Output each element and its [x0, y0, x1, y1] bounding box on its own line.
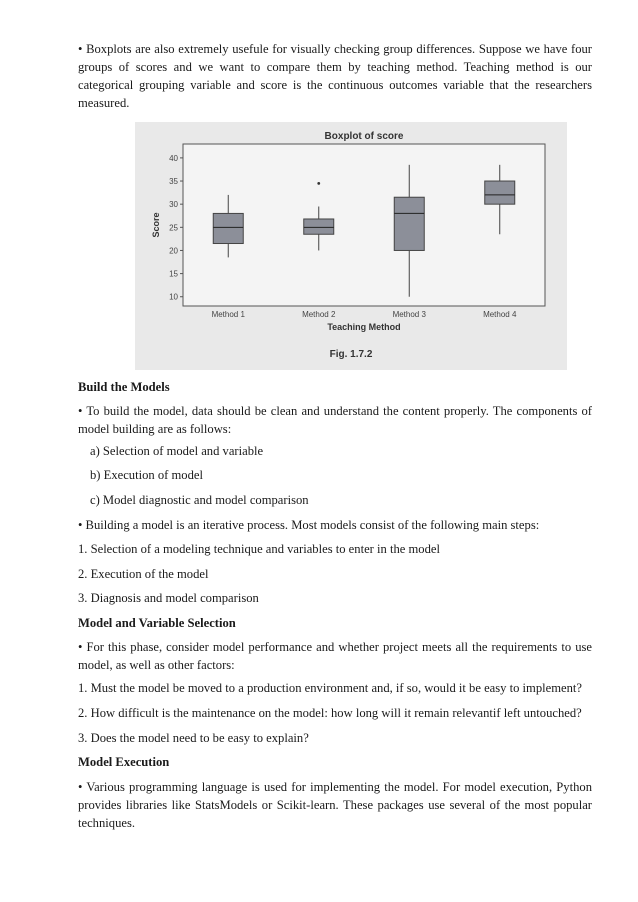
step-2: 2. Execution of the model: [78, 567, 209, 581]
x-tick-label: Method 3: [392, 310, 426, 319]
model-execution-paragraph: • Various programming language is used for implementing the model. For model execution, Python provides libraries like StatsModels or Scikit-learn. These packages use several of the most popular techniques.: [78, 780, 592, 830]
x-axis-label: Teaching Method: [327, 322, 401, 332]
box-outlier: [317, 182, 320, 185]
build-models-heading: Build the Models: [78, 380, 170, 394]
step-1: 1. Selection of a modeling technique and variables to enter in the model: [78, 542, 440, 556]
intro-paragraph: • Boxplots are also extremely usefule for visually checking group differences. Suppose we have four groups of scores and we want to compare them by teaching method. Teaching method is our categorical grouping variable and score is the continuous outcomes variable that the researchers measured.: [78, 42, 592, 110]
model-variable-selection-paragraph: • For this phase, consider model performance and whether project meets all the requirements to use model, as well as other factors:: [78, 640, 592, 672]
box-iqr: [394, 197, 424, 250]
y-tick-label: 10: [169, 292, 178, 302]
box-iqr: [485, 181, 515, 204]
box-iqr: [213, 213, 243, 243]
y-tick-label: 40: [169, 153, 178, 163]
y-tick-label: 35: [169, 177, 178, 187]
question-2: 2. How difficult is the maintenance on the model: how long will it remain relevantif left untouched?: [78, 706, 582, 720]
x-tick-label: Method 4: [483, 310, 517, 319]
chart-title: Boxplot of score: [324, 131, 404, 142]
x-tick-label: Method 1: [211, 310, 245, 319]
x-tick-label: Method 2: [302, 310, 336, 319]
model-variable-selection-heading: Model and Variable Selection: [78, 616, 236, 630]
y-axis-label: Score: [151, 212, 161, 238]
question-1: 1. Must the model be moved to a production environment and, if so, would it be easy to implement?: [78, 681, 583, 695]
component-a: a) Selection of model and variable: [90, 444, 264, 458]
y-tick-label: 15: [169, 269, 178, 279]
step-3: 3. Diagnosis and model comparison: [78, 591, 259, 605]
y-tick-label: 25: [169, 223, 178, 233]
figure-caption: Fig. 1.7.2: [329, 349, 373, 360]
box-iqr: [304, 219, 334, 234]
boxplot-chart: [135, 122, 567, 370]
y-tick-label: 20: [169, 246, 178, 256]
component-b: b) Execution of model: [90, 468, 203, 482]
model-execution-heading: Model Execution: [78, 755, 170, 769]
question-3: 3. Does the model need to be easy to explain?: [78, 731, 309, 745]
boxplot-figure: [135, 122, 567, 370]
iterative-paragraph: • Building a model is an iterative process. Most models consist of the following main steps:: [78, 518, 540, 532]
component-c: c) Model diagnostic and model comparison: [90, 493, 309, 507]
build-models-paragraph: • To build the model, data should be clean and understand the content properly. The components of model building are as follows:: [78, 404, 592, 436]
y-tick-label: 30: [169, 200, 178, 210]
